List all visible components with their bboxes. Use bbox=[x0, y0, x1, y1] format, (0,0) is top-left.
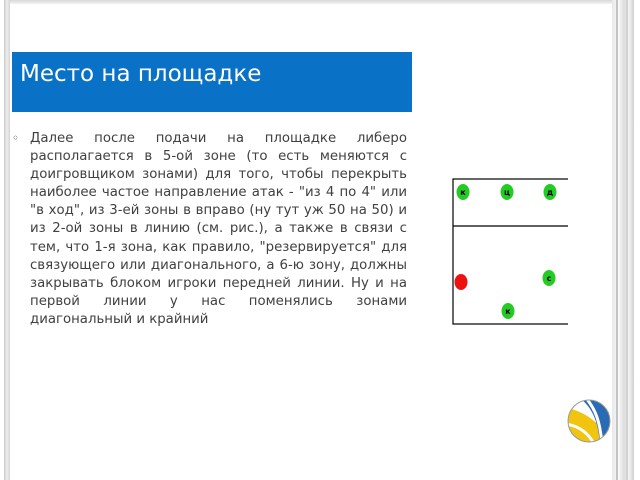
player-label: к bbox=[505, 307, 511, 316]
player-label: д bbox=[546, 188, 554, 197]
player-marker bbox=[544, 184, 557, 200]
player-label: с bbox=[546, 274, 552, 283]
player-label: ц bbox=[504, 188, 510, 197]
volleyball-icon bbox=[566, 398, 612, 444]
player-marker bbox=[501, 184, 514, 200]
title-band bbox=[12, 52, 412, 112]
slide-body-text: Далее после подачи на площадке либеро располагается в 5-ой зоне (то есть меняются с доигровщиком зонами) для того, чтобы перекрыть наиболее частое направление атак - "из 4 по 4" или "в ход", из 3-ей зоны в вправо (ну тут уж 50 на 50) и из 2-ой зоны в линию (см. рис.), а также в связи с тем, что 1-я зона, как правило, "резервируется" для связующего или диагонального, а 6-ю зону, должны закрывать блоком игроки передней линии. Ну и на первой линии у нас поменялись зонами диагональный и крайний bbox=[30, 131, 407, 327]
court-outline bbox=[453, 179, 568, 324]
bullet-icon: ◦ bbox=[12, 131, 20, 145]
slide-title: Место на площадке bbox=[20, 61, 262, 87]
player-marker bbox=[455, 274, 468, 290]
player-marker bbox=[543, 270, 556, 286]
slide-frame-right-line bbox=[616, 0, 618, 480]
slide-frame-left bbox=[4, 0, 10, 480]
player-marker bbox=[457, 184, 470, 200]
volleyball-court-diagram bbox=[452, 178, 568, 326]
player-marker bbox=[502, 303, 515, 319]
slide-frame-right-line-2 bbox=[626, 0, 628, 480]
player-dot bbox=[455, 274, 468, 290]
slide-frame-top bbox=[10, 0, 612, 4]
player-label: к bbox=[460, 188, 466, 197]
